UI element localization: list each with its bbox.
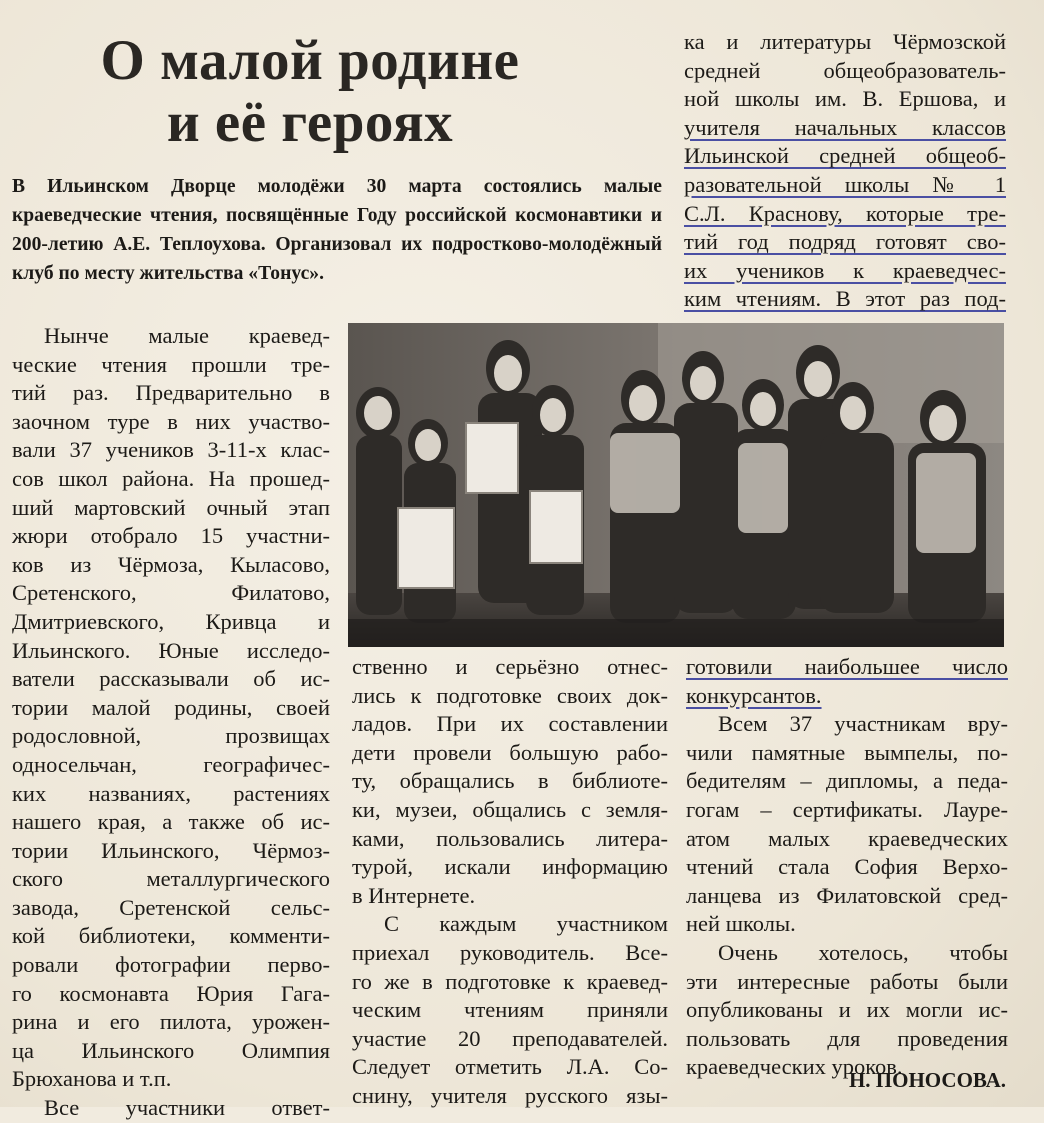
text-line: участие 20 преподавателей.: [352, 1025, 668, 1051]
text-line: Ильинского. Юные исследо-: [12, 637, 330, 663]
group-photo: [348, 323, 1004, 647]
underlined-text-line: ким чтениям. В этот раз под-: [684, 286, 1006, 312]
text-line: го же в подготовке к краевед-: [352, 968, 668, 994]
text-line: ков из Чёрмоза, Кыласово,: [12, 551, 330, 577]
article-lead: В Ильинском Дворце молодёжи 30 марта состоялись малые краеведческие чтения, посвящённые Году российской космонавтики и 200-летию А.Е. Теплоухова. Организовал их подростково-молодёжный клуб по месту жительства «Тонус».: [12, 176, 662, 284]
text-line: рина и его пилота, урожен-: [12, 1009, 330, 1035]
text-line: Дмитриевского, Кривца и: [12, 608, 330, 634]
underlined-text-line: учителя начальных классов: [684, 114, 1006, 140]
text-line: Брюханова и т.п.: [12, 1066, 172, 1092]
text-line: жюри отобрало 15 участни-: [12, 523, 330, 549]
text-line: Сретенского, Филатово,: [12, 580, 330, 606]
text-line: заочном туре в них участво-: [12, 408, 330, 434]
text-line: турой, искали информацию: [352, 854, 668, 880]
text-line: ческим чтениям приняли: [352, 997, 668, 1023]
text-line: ка и литературы Чёрмозской: [684, 29, 1006, 54]
right-bottom-column: [686, 653, 1008, 1082]
title-line-1: О малой родине: [100, 29, 520, 92]
article-author: Н. ПОНОСОВА.: [848, 1068, 1006, 1092]
text-line: сов школ района. На прошед-: [12, 465, 330, 491]
text-line: Нынче малые краевед-: [44, 323, 330, 348]
right-top-column: [684, 28, 1006, 314]
text-line: бедителям – дипломы, а педа-: [686, 768, 1008, 794]
text-line: ней школы.: [686, 911, 796, 937]
text-line: средней общеобразователь-: [684, 57, 1006, 83]
text-line: ватели рассказывали об ис-: [12, 666, 330, 692]
text-line: в Интернете.: [352, 882, 476, 908]
text-line: ского металлургического: [12, 866, 330, 892]
underlined-text-line: конкурсантов.: [686, 682, 822, 708]
text-line: опубликованы и их могли ис-: [686, 997, 1008, 1023]
text-line: Все участники ответ-: [44, 1095, 330, 1121]
text-line: тории малой родины, своей: [12, 694, 330, 720]
text-line: кой библиотеки, комменти-: [12, 923, 330, 949]
text-line: нашего края, а также об ис-: [12, 809, 330, 835]
text-line: ной школы им. В. Ершова, и: [684, 86, 1006, 112]
middle-column: [352, 653, 668, 1111]
text-line: краеведческих уроков.: [686, 1054, 903, 1080]
underlined-text-line: тий год подряд готовят сво-: [684, 229, 1006, 255]
text-line: ту, обращались в библиоте-: [352, 768, 668, 794]
underlined-text-line: С.Л. Краснову, которые тре-: [684, 200, 1006, 226]
left-column: [12, 322, 330, 1123]
text-line: ца Ильинского Олимпия: [12, 1037, 330, 1063]
underlined-text-line: их учеников к краеведчес-: [684, 257, 1006, 283]
text-line: гогам – сертификаты. Лауре-: [686, 796, 1008, 822]
text-line: ланцева из Филатовской сред-: [686, 882, 1008, 908]
text-line: ший мартовский очный этап: [12, 494, 330, 520]
text-line: лись к подготовке своих док-: [352, 682, 668, 708]
text-line: ственно и серьёзно отнес-: [352, 654, 668, 679]
underlined-text-line: Ильинской средней общеоб-: [684, 143, 1006, 169]
text-line: С каждым участником: [384, 911, 668, 937]
text-line: ровали фотографии перво-: [12, 952, 330, 978]
text-line: эти интересные работы были: [686, 968, 1008, 994]
text-line: тий раз. Предварительно в: [12, 380, 330, 406]
text-line: снину, учителя русского язы-: [352, 1082, 668, 1108]
text-line: ких названиях, растениях: [12, 780, 330, 806]
text-line: атом малых краеведческих: [686, 825, 1008, 851]
text-line: завода, Сретенской сельс-: [12, 894, 330, 920]
text-line: пользовать для проведения: [686, 1025, 1008, 1051]
text-line: вали 37 учеников 3-11-х клас-: [12, 437, 330, 463]
article-title: [0, 30, 620, 154]
text-line: дети провели большую рабо-: [352, 739, 668, 765]
text-line: ладов. При их составлении: [352, 711, 668, 737]
text-line: ками, пользовались литера-: [352, 825, 668, 851]
text-line: ки, музеи, общались с земля-: [352, 796, 668, 822]
text-line: чтений стала София Верхо-: [686, 854, 1008, 880]
text-line: односельчан, географичес-: [12, 751, 330, 777]
underlined-text-line: разовательной школы № 1: [684, 171, 1006, 197]
text-line: го космонавта Юрия Гага-: [12, 980, 330, 1006]
text-line: ческие чтения прошли тре-: [12, 351, 330, 377]
text-line: Всем 37 участникам вру-: [718, 711, 1008, 737]
text-line: Очень хотелось, чтобы: [718, 939, 1008, 965]
text-line: приехал руководитель. Все-: [352, 939, 668, 965]
text-line: тории Ильинского, Чёрмоз-: [12, 837, 330, 863]
text-line: родословной, прозвищах: [12, 723, 330, 749]
title-line-2: и её героях: [166, 91, 454, 154]
text-line: Следует отметить Л.А. Со-: [352, 1054, 668, 1080]
underlined-text-line: готовили наибольшее число: [686, 654, 1008, 679]
text-line: чили памятные вымпелы, по-: [686, 739, 1008, 765]
group-photo-image: [348, 323, 1004, 647]
